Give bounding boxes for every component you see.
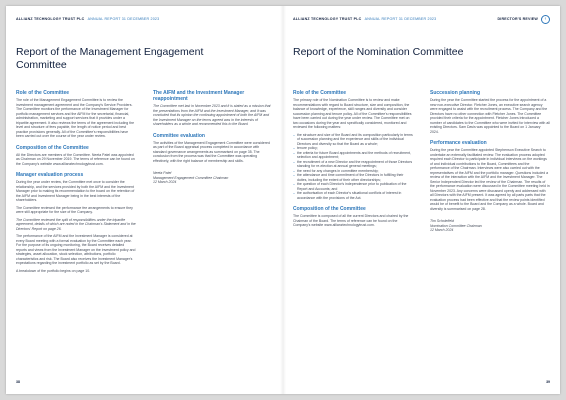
section-heading: The AIFM and the Investment Manager reappointment: [153, 90, 245, 102]
body-paragraph: During the year the Committee appointed Stephenson Executive Search to undertake an externally facilitated review. The evaluation process adopted required each Director to participate in individual interviews on the workings of and individual contributions to the Board, Committees and the performance of the Chairman. Interviews were also carried out with the representatives of the AIFM and the portfolio manager. Questions included a review of the interaction with the AIFM and the Investment Manager. The Senior Independent Director led the review of the Chairman. The results of the performance evaluation were discussed in the Committee meeting held in November 2023. Any concerns were discussed openly and addressed with all Directors with the AIFM present. It was agreed by all parts parts that the evaluation process had been effective and that the review points identified would be of benefit to the Board and the Company as a whole. Board and diversity is summarised on page 28.: [430, 148, 550, 211]
body-paragraph: During the year under review, the Committee met once to consider the relationship, and the services provided by both the AIFM and the Investment Manager prior to making its recommendation to the board on the retention of the AIFM and Investment Manager being in the best interests of the shareholders.: [16, 180, 135, 202]
signature-date: 12 March 2024: [153, 180, 177, 184]
report-spread: [6, 6, 560, 394]
text-columns: [293, 90, 550, 380]
signature-role: Nomination Committee Chairman: [430, 223, 482, 228]
body-paragraph: The role of the Management Engagement Committee is to review the investment management agreement and the Company's Service Providers. The Committee monitors the performance of the Investment Manager for portfolio management services and the AIFM for the secretarial, financial, administration, marketing and support services that it provides under a tripartite agreement. It also reviews the terms of the agreement including the level and structure of fees payable, the length of notice period and best practice provisions generally. All of the Committee's responsibilities have been carried out over the course of the year under review.: [16, 98, 135, 138]
body-paragraph: The performance of the AIFM and the Investment Manager is considered at every Board meeting with a formal evaluation by the Committee each year. For the purpose of its ongoing monitoring, the Board receives detailed reports and views from the Investment Manager on the investment policy and strategies, asset allocation, stock selection, attributions, portfolio characteristics and risk. The Board also receives the Investment Manager's expectations regarding the investment portfolio as set by the Board.: [16, 234, 136, 265]
body-paragraph: The Committee reviewed the split of responsibilities under the tripartite agreement, details of which are noted in the Chairman's Statement and in the Directors' Report on page 26.: [16, 217, 136, 231]
right-page: [283, 6, 560, 394]
page-number: 38: [16, 380, 20, 384]
list-item: – the need for any changes in committee membership;: [293, 169, 413, 174]
page-title: Report of the Management Engagement Committee: [16, 46, 204, 71]
header-brand: ALLIANZ TECHNOLOGY TRUST PLC: [16, 17, 85, 21]
section-heading: Performance evaluation: [430, 140, 487, 146]
list-item: – the recruitment of a new Director and the reappointment of those Directors standing for re-election at annual general meetings;: [293, 160, 413, 169]
section-heading: Succession planning: [430, 90, 481, 96]
body-paragraph: The activities of the Management Engagement Committee were considered as part of the Board appraisal process completed in accordance with standard governance arrangements as summarised on page 35. The conclusion from the process was that the Committee was operating effectively, with the right balance of membership and skills.: [153, 140, 270, 163]
section-heading: Composition of the Committee: [293, 206, 366, 212]
back-arrow-icon[interactable]: ‹: [541, 15, 550, 24]
header-subtitle: ANNUAL REPORT 31 DECEMBER 2023: [364, 17, 437, 21]
signature-name: Neeta Patel: [153, 171, 172, 175]
signature-name: Tim Scholefield: [430, 219, 454, 223]
section-heading: Composition of the Committee: [16, 144, 89, 151]
column-2: [153, 90, 273, 185]
bullet-list: [293, 133, 413, 201]
signature-block: [430, 219, 550, 233]
section-heading: Role of the Committee: [16, 90, 70, 96]
column-2: [430, 90, 550, 233]
body-paragraph: All the Directors are members of the Committee. Neeta Patel was appointed as Chairman on 29 November 2019. The terms of reference can be found on the Company's website www.allianztechnologytrust.com.: [16, 152, 135, 166]
body-paragraph: The Committee is composed of all the current Directors and chaired by the Chairman of the Board. The terms of reference can be found on the Company's website www.allianztechnologytrust.com.: [293, 214, 409, 227]
body-paragraph: A breakdown of the portfolio begins on page 10.: [16, 268, 91, 273]
body-paragraph: The primary role of the Nomination Committee is to review and make recommendations with regard to Board structure, size and composition, the balance of knowledge, experience, skill ranges and diversity and consider succession planning and tenure policy. All of the Committee's responsibilities have been carried out during the year under review. The Committee met on two occasions during the year and specifically considered, monitored and reviewed the following matters:: [293, 98, 412, 129]
list-item: – the authorisation of each Director's situational conflicts of interest in accordance with the provisions of the Act.: [293, 191, 413, 200]
signature-date: 12 March 2024: [430, 228, 454, 232]
page-title: Report of the Nomination Committee: [293, 46, 464, 58]
list-item: – the attendance and time commitment of the Directors in fulfilling their duties, including the extent of their other directorships;: [293, 173, 413, 182]
page-header: [293, 17, 550, 25]
page-header: [16, 17, 273, 25]
section-heading: Committee evaluation: [153, 132, 205, 139]
body-paragraph: The Committee reviewed the performance fee arrangements to ensure they were still appropriate for the size of the Company.: [16, 205, 133, 214]
signature-block: [153, 171, 273, 185]
section-heading: Role of the Committee: [293, 90, 347, 96]
body-paragraph: The Committee met last in November 2023 and it is stated as a mission that the presentations from the AIFM and the Investment Manager, and it was concluded that its opinion the continuing appointment of both the AIFM and the Investment Manager on the terms agreed was in the interests of shareholders as a whole and recommended this to the Board.: [153, 104, 271, 126]
list-item: – tenure policy;: [293, 146, 413, 151]
header-subtitle: ANNUAL REPORT 31 DECEMBER 2023: [87, 17, 160, 21]
list-item: – the criteria for future Board appointments and the methods of recruitment, selection and appointment;: [293, 151, 413, 160]
text-columns: [16, 90, 273, 380]
column-1: [293, 90, 413, 231]
list-item: – the structure and size of the Board and its composition particularly in terms of succession planning and the experience and skills of the individual Directors and diversity so that the Board as a whole;: [293, 133, 413, 147]
header-section: DIRECTOR'S REVIEW: [497, 17, 538, 21]
signature-role: Management Engagement Committee Chairman: [153, 175, 229, 180]
page-number: 39: [546, 380, 550, 384]
header-brand: ALLIANZ TECHNOLOGY TRUST PLC: [293, 17, 362, 21]
list-item: – the question of each Director's independence prior to publication of the Report and Accounts; and: [293, 182, 413, 191]
left-page: [6, 6, 283, 394]
body-paragraph: During the year the Committee started the process for the appointment of a new non-executive Director. Fletcher Jones, an executive search agency were engaged to assist with the recruitment process. The Company and the Directors have no other connection with Fletcher Jones. The Committee provided their criteria for the appointment. Fletcher Jones introduced a number of candidates to the Committee who were invited for interview with all existing Directors. Sam Davis was appointed to the Board on 1 January 2024.: [430, 98, 550, 134]
column-1: [16, 90, 136, 276]
section-heading: Manager evaluation process: [16, 172, 84, 178]
